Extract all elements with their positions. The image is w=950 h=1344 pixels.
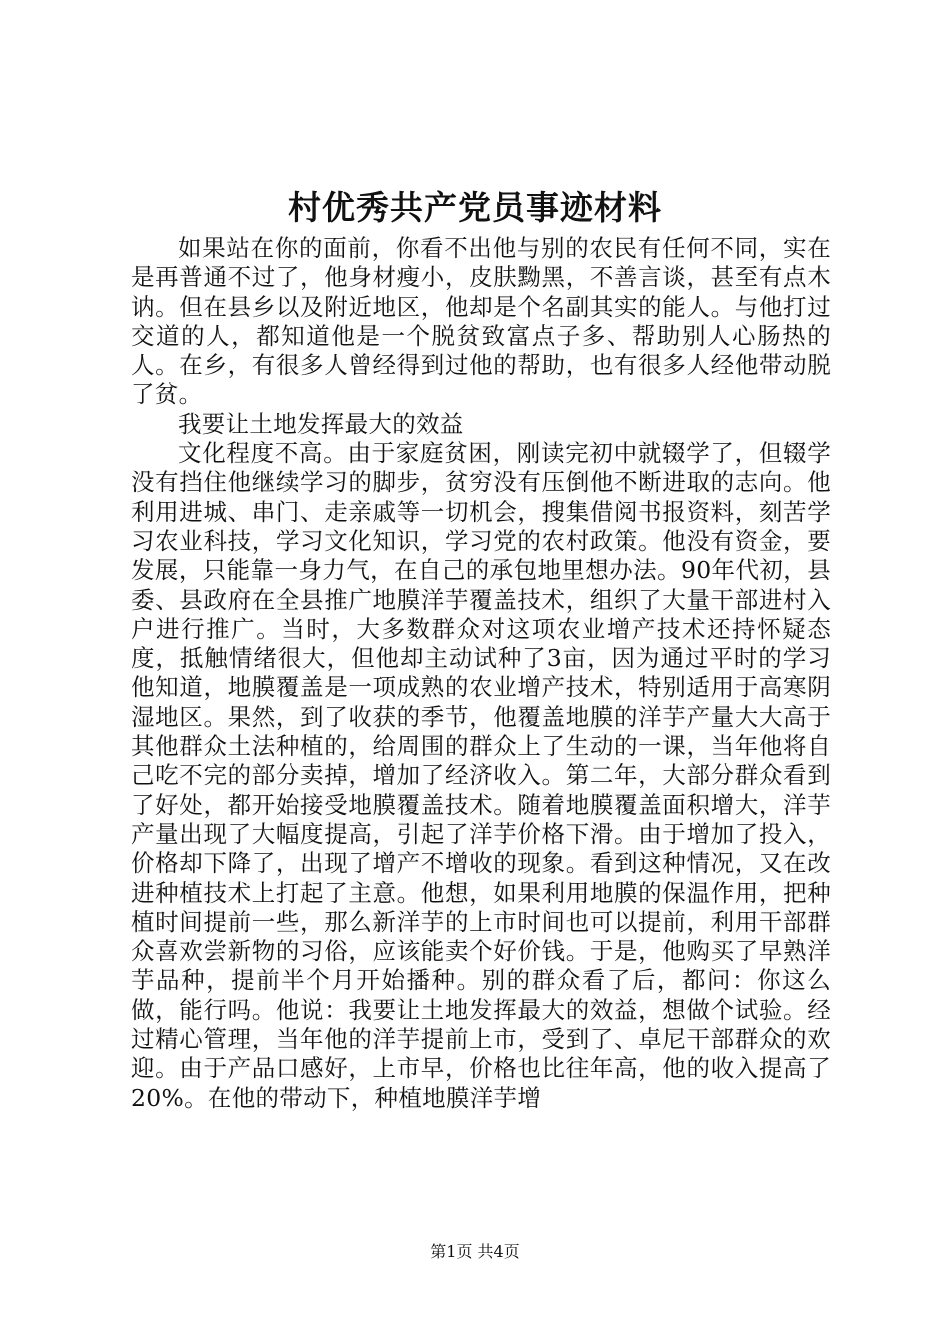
section-heading: 我要让土地发挥最大的效益 (178, 409, 464, 438)
page-number-footer: 第1页 共4页 (430, 1242, 520, 1261)
document-body (131, 234, 831, 1113)
paragraph-intro: 如果站在你的面前，你看不出他与别的农民有任何不同，实在是再普通不过了，他身材瘦小，皮肤黝黑，不善言谈，甚至有点木讷。但在县乡以及附近地区，他却是个名副其实的能人。与他打过交道的人，都知道他是一个脱贫致富点子多、帮助别人心肠热的人。在乡，有很多人曾经得到过他的帮助，也有很多人经他带动脱了贫。 (131, 234, 831, 409)
document-title: 村优秀共产党员事迹材料 (288, 188, 662, 227)
paragraph-story: 文化程度不高。由于家庭贫困，刚读完初中就辍学了，但辍学没有挡住他继续学习的脚步，贫穷没有压倒他不断进取的志向。他利用进城、串门、走亲戚等一切机会，搜集借阅书报资料，刻苦学习农业科技，学习文化知识，学习党的农村政策。他没有资金，要发展，只能靠一身力气，在自己的承包地里想办法。90年代初，县委、县政府在全县推广地膜洋芋覆盖技术，组织了大量干部进村入户进行推广。当时，大多数群众对这项农业增产技术还持怀疑态度，抵触情绪很大，但他却主动试种了3亩，因为通过平时的学习他知道，地膜覆盖是一项成熟的农业增产技术，特别适用于高寒阴湿地区。果然，到了收获的季节，他覆盖地膜的洋芋产量大大高于其他群众土法种植的，给周围的群众上了生动的一课，当年他将自己吃不完的部分卖掉，增加了经济收入。第二年，大部分群众看到了好处，都开始接受地膜覆盖技术。随着地膜覆盖面积增大，洋芋产量出现了大幅度提高，引起了洋芋价格下滑。由于增加了投入，价格却下降了，出现了增产不增收的现象。看到这种情况，又在改进种植技术上打起了主意。他想，如果利用地膜的保温作用，把种植时间提前一些，那么新洋芋的上市时间也可以提前，利用干部群众喜欢尝新物的习俗，应该能卖个好价钱。于是，他购买了早熟洋芋品种，提前半个月开始播种。别的群众看了后，都问：你这么做，能行吗。他说：我要让土地发挥最大的效益，想做个试验。经过精心管理，当年他的洋芋提前上市，受到了、卓尼干部群众的欢迎。由于产品口感好，上市早，价格也比往年高，他的收入提高了20%。在他的带动下，种植地膜洋芋增 (131, 439, 831, 1112)
